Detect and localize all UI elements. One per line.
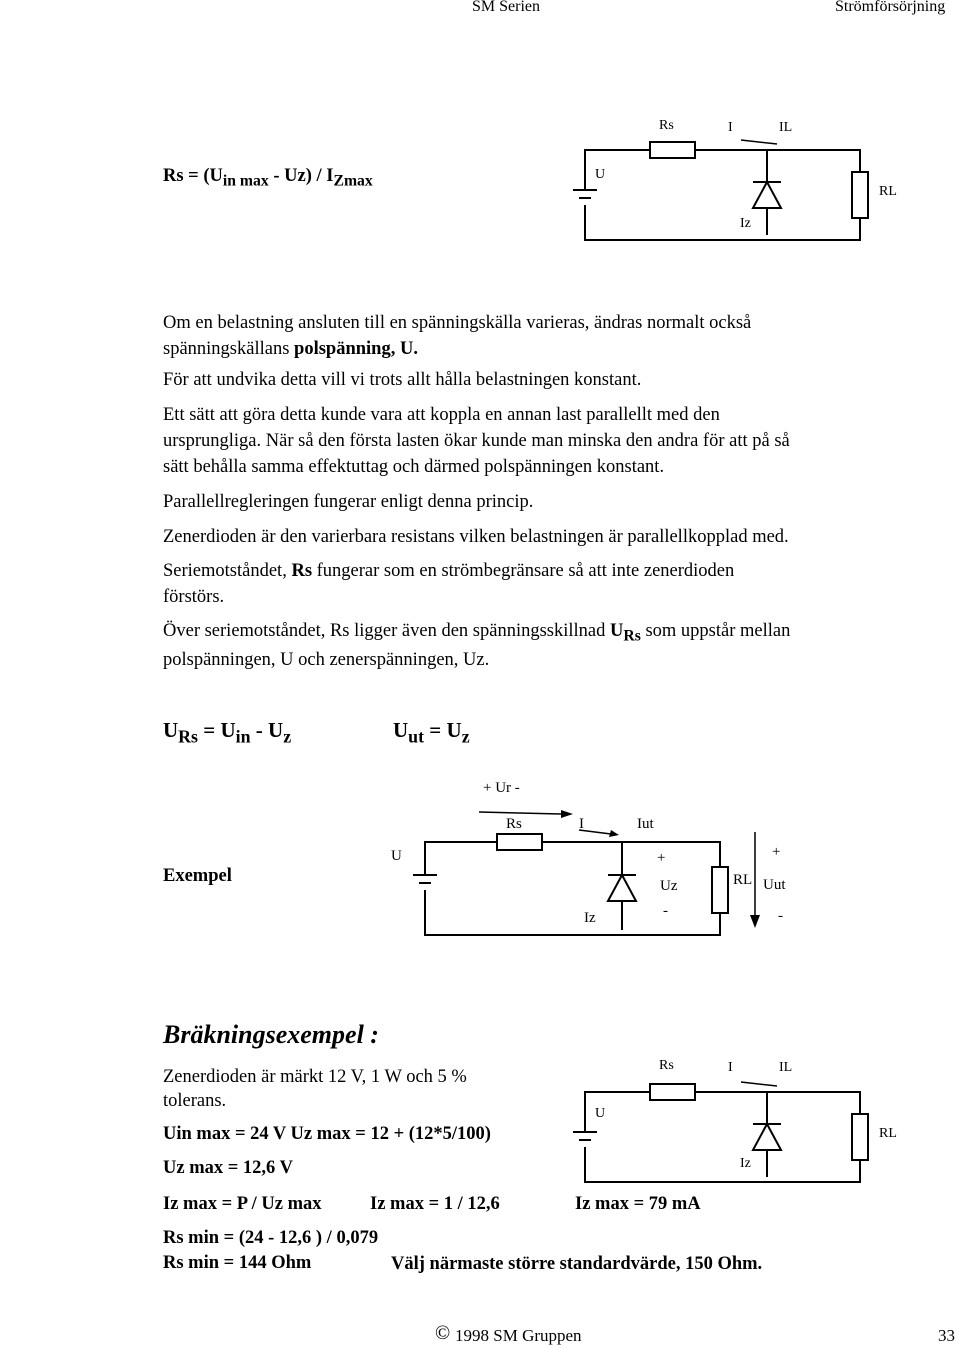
circuit-diagram-1 (565, 110, 900, 245)
paragraph-line: ursprungliga. När så den första lasten ökar kunde man minska den andra för att på så (163, 431, 790, 451)
paragraph-line: Zenerdioden är den varierbara resistans vilken belastningen är parallellkopplad med. (163, 527, 789, 547)
svg-text:I: I (579, 816, 584, 832)
svg-text:U: U (391, 848, 402, 864)
copyright-icon: © (435, 1322, 451, 1344)
calc-line: Välj närmaste större standardvärde, 150 Ohm. (391, 1254, 763, 1274)
svg-text:Iz: Iz (740, 1156, 751, 1171)
formula-rs: $Rs = (U_{in max} - Uz) / I_{Zmax}$ (163, 166, 373, 190)
calc-line: Iz max = 79 mA (575, 1194, 701, 1214)
svg-text:+: + (657, 850, 666, 866)
paragraph-line: spänningskällans polspänning, U. (163, 339, 418, 359)
svg-text:Rs: Rs (659, 118, 674, 133)
calc-line: Uz max = 12,6 V (163, 1158, 293, 1178)
svg-text:I: I (728, 1060, 733, 1075)
paragraph-line: Över seriemotståndet, Rs ligger även den spänningsskillnad $U_{Rs}$ som uppstår mellan (163, 621, 791, 645)
svg-text:Rs: Rs (506, 816, 522, 832)
equation-uut: $U_{ut} = U_z$ (393, 718, 470, 747)
svg-text:IL: IL (779, 120, 793, 135)
svg-text:Uut: Uut (763, 877, 786, 893)
svg-text:Rs: Rs (659, 1058, 674, 1073)
calc-line: Iz max = 1 / 12,6 (370, 1194, 500, 1214)
svg-text:Iut: Iut (637, 816, 654, 832)
svg-text:-: - (778, 908, 783, 924)
svg-text:+ Ur -: + Ur - (483, 780, 520, 796)
calc-line: Iz max = P / Uz max (163, 1194, 322, 1214)
calc-line: Rs min = (24 - 12,6 ) / 0,079 (163, 1228, 379, 1248)
paragraph-line: Parallellregleringen fungerar enligt denna princip. (163, 492, 534, 512)
page-number: 33 (938, 1326, 955, 1345)
paragraph-line: För att undvika detta vill vi trots allt hålla belastningen konstant. (163, 370, 642, 390)
svg-text:U: U (595, 167, 606, 182)
paragraph-line: Om en belastning ansluten till en spänningskälla varieras, ändras normalt också (163, 313, 752, 333)
svg-text:+: + (772, 844, 781, 860)
svg-text:RL: RL (733, 872, 753, 888)
svg-text:Iz: Iz (740, 216, 751, 231)
paragraph-line: förstörs. (163, 587, 225, 607)
calc-line: Zenerdioden är märkt 12 V, 1 W och 5 % (163, 1067, 467, 1087)
svg-text:IL: IL (779, 1060, 793, 1075)
paragraph-line: Ett sätt att göra detta kunde vara att koppla en annan last parallellt med den (163, 405, 720, 425)
calc-line: Rs min = 144 Ohm (163, 1253, 312, 1273)
svg-text:I: I (728, 120, 733, 135)
exempel-label: Exempel (163, 866, 232, 886)
svg-text:Uz: Uz (660, 878, 678, 894)
svg-text:RL: RL (879, 1126, 897, 1141)
calc-line: tolerans. (163, 1091, 227, 1111)
paragraph-line: sätt behålla samma effektuttag och därmed polspänningen konstant. (163, 457, 665, 477)
equation-urs: $U_{Rs} = U_{in} - U_z$ (163, 718, 292, 747)
paragraph-line: polspänningen, U och zenerspänningen, Uz. (163, 650, 490, 670)
circuit-diagram-3 (565, 1052, 900, 1187)
header-right: Strömförsörjning (835, 0, 946, 15)
paragraph-line: Seriemotståndet, Rs fungerar som en strömbegränsare så att inte zenerdioden (163, 561, 735, 581)
svg-text:Iz: Iz (584, 910, 596, 926)
circuit-diagram-2 (385, 770, 795, 940)
calc-line: Uin max = 24 V Uz max = 12 + (12*5/100) (163, 1124, 491, 1144)
svg-text:RL: RL (879, 184, 897, 199)
footer-text: 1998 SM Gruppen (455, 1326, 582, 1345)
header-left: SM Serien (472, 0, 540, 15)
section-title: Bräkningsexempel : (163, 1020, 379, 1049)
svg-text:-: - (663, 903, 668, 919)
svg-text:U: U (595, 1106, 606, 1121)
